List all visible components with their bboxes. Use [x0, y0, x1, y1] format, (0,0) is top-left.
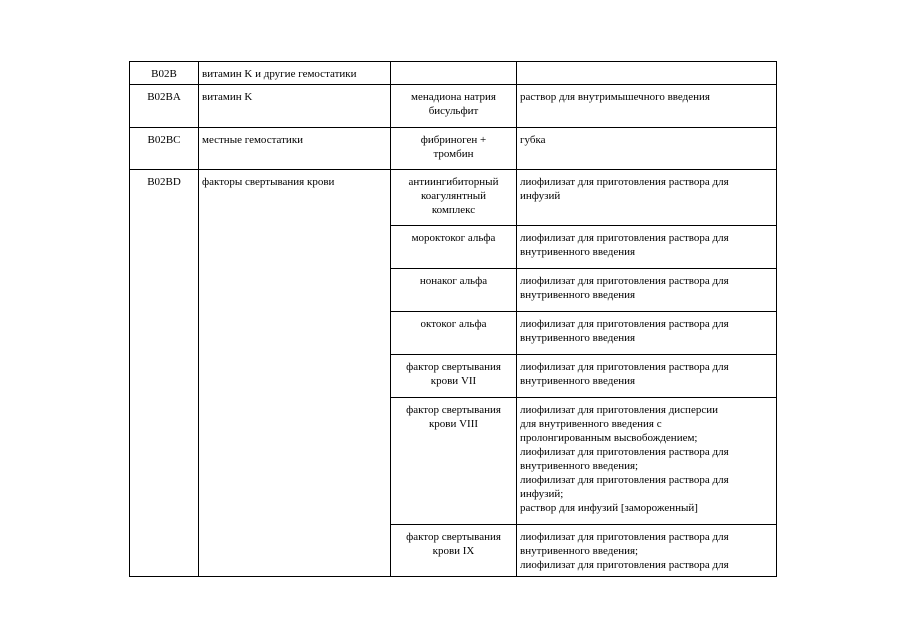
dosage-form-cell: губка — [517, 128, 777, 170]
dosage-form-cell: лиофилизат для приготовления раствора для внутривенного введения — [517, 312, 777, 355]
dosage-form-cell: лиофилизат для приготовления раствора для внутривенного введения — [517, 269, 777, 312]
drug-name-cell: фактор свертывания крови VIII — [391, 398, 517, 525]
dosage-form-cell: лиофилизат для приготовления раствора для инфузий — [517, 170, 777, 226]
dosage-form-cell: лиофилизат для приготовления раствора для внутривенного введения — [517, 226, 777, 269]
atc-group-cell: факторы свертывания крови — [199, 170, 391, 577]
dosage-form-cell: лиофилизат для приготовления раствора для внутривенного введения; лиофилизат для приготовления раствора для — [517, 525, 777, 577]
table-row — [130, 62, 777, 85]
drug-name-cell: нонаког альфа — [391, 269, 517, 312]
drug-name-cell: антиингибиторный коагулянтный комплекс — [391, 170, 517, 226]
atc-code-cell: B02BA — [130, 85, 199, 128]
drug-name-cell — [391, 62, 517, 85]
atc-group-cell: витамин K — [199, 85, 391, 128]
atc-code-cell: B02B — [130, 62, 199, 85]
atc-group-cell: витамин K и другие гемостатики — [199, 62, 391, 85]
table-row — [130, 85, 777, 128]
drug-name-cell: фибриноген + тромбин — [391, 128, 517, 170]
drug-name-cell: мороктоког альфа — [391, 226, 517, 269]
drug-name-cell: октоког альфа — [391, 312, 517, 355]
atc-drug-table — [129, 61, 777, 577]
drug-name-cell: фактор свертывания крови IX — [391, 525, 517, 577]
dosage-form-cell: раствор для внутримышечного введения — [517, 85, 777, 128]
atc-group-cell: местные гемостатики — [199, 128, 391, 170]
drug-name-cell: менадиона натрия бисульфит — [391, 85, 517, 128]
table-row — [130, 170, 777, 226]
dosage-form-cell: лиофилизат для приготовления раствора для внутривенного введения — [517, 355, 777, 398]
atc-code-cell: B02BC — [130, 128, 199, 170]
dosage-form-cell: лиофилизат для приготовления дисперсии для внутривенного введения с пролонгированным высвобождением; лиофилизат для приготовления раствора для внутривенного введения; лиофилизат для приготовления раствора для инфузий; раствор для инфузий [замороженный] — [517, 398, 777, 525]
atc-code-cell: B02BD — [130, 170, 199, 577]
drug-name-cell: фактор свертывания крови VII — [391, 355, 517, 398]
dosage-form-cell — [517, 62, 777, 85]
table-row — [130, 128, 777, 170]
